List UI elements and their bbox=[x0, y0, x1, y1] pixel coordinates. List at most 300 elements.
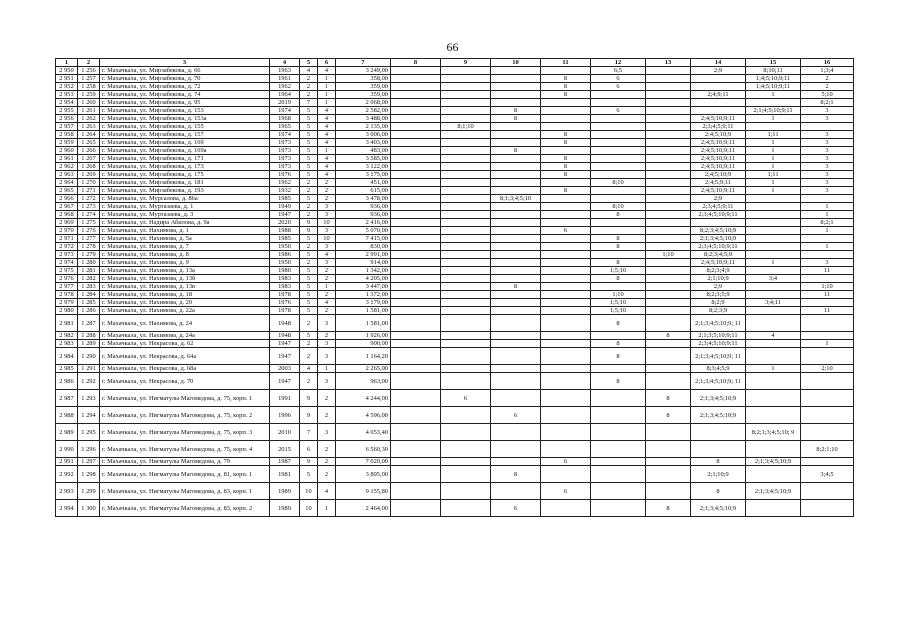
table-cell: 1 275 bbox=[78, 219, 100, 227]
table-cell: 963,00 bbox=[336, 373, 391, 390]
address-cell: г. Махачкала, ул. Мирзабекова, д. 173 bbox=[100, 163, 270, 171]
table-cell bbox=[441, 243, 491, 251]
table-row bbox=[56, 275, 854, 283]
column-header: 8 bbox=[391, 59, 441, 67]
table-cell bbox=[391, 365, 441, 373]
table-cell bbox=[441, 315, 491, 332]
table-cell bbox=[391, 315, 441, 332]
table-cell: 1981 bbox=[270, 466, 300, 483]
table-cell bbox=[441, 187, 491, 195]
table-cell: 2;3;4;5;9;11 bbox=[691, 203, 746, 211]
table-cell bbox=[441, 332, 491, 340]
table-cell bbox=[646, 131, 691, 139]
table-cell: 1 262 bbox=[78, 115, 100, 123]
table-cell: 1 293 bbox=[78, 390, 100, 407]
column-header: 16 bbox=[801, 59, 854, 67]
table-cell: 3 585,00 bbox=[336, 155, 391, 163]
table-cell bbox=[441, 107, 491, 115]
table-row bbox=[56, 373, 854, 390]
table-cell bbox=[801, 390, 854, 407]
table-cell bbox=[391, 348, 441, 365]
table-cell: 2 985 bbox=[56, 365, 78, 373]
table-cell bbox=[746, 99, 801, 107]
address-cell: г. Махачкала, ул. Мирзабекова, д. 70 bbox=[100, 75, 270, 83]
table-cell bbox=[441, 147, 491, 155]
table-cell: 8 bbox=[491, 466, 541, 483]
table-cell: 1 bbox=[318, 147, 336, 155]
table-cell: 1988 bbox=[270, 227, 300, 235]
table-cell bbox=[491, 211, 541, 219]
table-cell bbox=[491, 75, 541, 83]
address-cell: г. Махачкала, ул. Нахимова, д. 13б bbox=[100, 275, 270, 283]
table-cell bbox=[441, 163, 491, 171]
table-cell: 2;4;5;10;9;11 bbox=[691, 147, 746, 155]
table-cell: 1 289 bbox=[78, 340, 100, 348]
table-cell: 2;4;5;10;9;11 bbox=[691, 115, 746, 123]
table-cell: 2 980 bbox=[56, 307, 78, 315]
table-cell bbox=[691, 75, 746, 83]
table-cell bbox=[391, 139, 441, 147]
table-cell: 2;9 bbox=[691, 283, 746, 291]
table-cell bbox=[591, 131, 646, 139]
address-cell: г. Махачкала, ул. Мирзабекова, д. 72 bbox=[100, 83, 270, 91]
table-cell: 1 279 bbox=[78, 251, 100, 259]
table-row bbox=[56, 243, 854, 251]
table-cell bbox=[801, 332, 854, 340]
table-cell: 8 bbox=[591, 315, 646, 332]
table-cell bbox=[746, 373, 801, 390]
table-cell: 4 bbox=[318, 115, 336, 123]
table-cell: 2;1;3;4;5;10;9 bbox=[691, 407, 746, 424]
table-cell: 2;3;4;5;10;9;11 bbox=[691, 340, 746, 348]
table-cell: 8 bbox=[491, 283, 541, 291]
table-body bbox=[56, 67, 854, 517]
table-cell: 1986 bbox=[270, 251, 300, 259]
table-cell: 3 895,00 bbox=[336, 466, 391, 483]
table-cell bbox=[691, 107, 746, 115]
table-cell bbox=[646, 424, 691, 441]
table-cell bbox=[591, 283, 646, 291]
table-cell: 10 bbox=[318, 219, 336, 227]
table-cell bbox=[441, 275, 491, 283]
table-row bbox=[56, 83, 854, 91]
table-cell: 1 bbox=[318, 83, 336, 91]
table-cell bbox=[646, 307, 691, 315]
address-cell: г. Махачкала, ул. Нахимова, д. 1 bbox=[100, 227, 270, 235]
table-cell: 1 257 bbox=[78, 75, 100, 83]
table-cell: 2 961 bbox=[56, 155, 78, 163]
table-cell bbox=[746, 407, 801, 424]
table-cell bbox=[491, 227, 541, 235]
table-cell bbox=[541, 466, 591, 483]
table-cell bbox=[391, 99, 441, 107]
table-cell bbox=[591, 407, 646, 424]
table-cell: 9 155,80 bbox=[336, 483, 391, 500]
address-cell: г. Махачкала, ул. Нигматулы Магомедова, д. 75, корп. 1 bbox=[100, 390, 270, 407]
address-cell: г. Махачкала, ул. Мирзабекова, д. 66 bbox=[100, 67, 270, 75]
table-cell: 2 975 bbox=[56, 267, 78, 275]
table-cell bbox=[391, 227, 441, 235]
column-header: 12 bbox=[591, 59, 646, 67]
address-cell: г. Махачкала, ул. Некрасова, д. 62 bbox=[100, 340, 270, 348]
table-cell bbox=[646, 147, 691, 155]
table-cell: 2;4;5;10;9;11 bbox=[691, 139, 746, 147]
table-cell bbox=[646, 179, 691, 187]
table-cell bbox=[801, 123, 854, 131]
table-cell: 8;10 bbox=[591, 203, 646, 211]
table-cell bbox=[491, 291, 541, 299]
table-cell bbox=[391, 203, 441, 211]
table-cell: 2 bbox=[318, 275, 336, 283]
table-cell bbox=[646, 275, 691, 283]
table-cell: 2;1;3;4;5;10;9 bbox=[691, 390, 746, 407]
address-cell: г. Махачкала, ул. Мирзабекова, д. 169 bbox=[100, 139, 270, 147]
table-cell bbox=[541, 365, 591, 373]
table-cell: 1 292 bbox=[78, 373, 100, 390]
table-cell: 1 276 bbox=[78, 227, 100, 235]
table-cell: 1 bbox=[801, 211, 854, 219]
table-cell: 6 bbox=[441, 390, 491, 407]
table-cell: 4 bbox=[318, 299, 336, 307]
table-cell: 1973 bbox=[270, 163, 300, 171]
table-cell: 1 261 bbox=[78, 107, 100, 115]
table-cell bbox=[391, 441, 441, 458]
table-cell: 1 342,00 bbox=[336, 267, 391, 275]
table-cell: 8 bbox=[541, 163, 591, 171]
table-cell bbox=[491, 275, 541, 283]
table-cell bbox=[746, 219, 801, 227]
table-cell bbox=[746, 235, 801, 243]
table-cell bbox=[491, 99, 541, 107]
table-row bbox=[56, 75, 854, 83]
table-cell bbox=[646, 195, 691, 203]
table-cell bbox=[391, 307, 441, 315]
table-cell: 8 bbox=[491, 107, 541, 115]
table-cell bbox=[491, 123, 541, 131]
table-cell bbox=[441, 299, 491, 307]
table-cell bbox=[646, 171, 691, 179]
table-cell: 11 bbox=[801, 307, 854, 315]
table-cell: 1 bbox=[318, 99, 336, 107]
table-cell: 2 bbox=[318, 466, 336, 483]
table-cell: 6 bbox=[491, 407, 541, 424]
table-cell: 1 278 bbox=[78, 243, 100, 251]
table-cell: 1 280 bbox=[78, 259, 100, 267]
table-cell: 2 987 bbox=[56, 390, 78, 407]
table-cell: 2 992 bbox=[56, 466, 78, 483]
table-cell: 1 bbox=[318, 365, 336, 373]
table-cell: 1 288 bbox=[78, 332, 100, 340]
table-cell: 2 986 bbox=[56, 373, 78, 390]
table-row bbox=[56, 466, 854, 483]
table-cell: 6 bbox=[300, 441, 318, 458]
table-cell bbox=[441, 424, 491, 441]
table-cell: 359,00 bbox=[336, 83, 391, 91]
table-cell: 8 bbox=[591, 275, 646, 283]
table-cell bbox=[441, 407, 491, 424]
table-cell bbox=[391, 483, 441, 500]
column-header: 11 bbox=[541, 59, 591, 67]
table-cell bbox=[646, 83, 691, 91]
table-cell: 2;3;4;5;10;9;11 bbox=[691, 211, 746, 219]
table-cell bbox=[541, 441, 591, 458]
table-cell bbox=[391, 291, 441, 299]
table-cell: 1 269 bbox=[78, 171, 100, 179]
table-cell bbox=[801, 500, 854, 517]
table-cell: 3 006,00 bbox=[336, 131, 391, 139]
table-cell bbox=[591, 483, 646, 500]
housing-registry-table bbox=[55, 58, 854, 517]
table-cell bbox=[441, 155, 491, 163]
table-cell bbox=[391, 67, 441, 75]
table-cell: 1 bbox=[746, 115, 801, 123]
table-cell bbox=[541, 267, 591, 275]
table-row bbox=[56, 407, 854, 424]
table-cell: 1;5;10 bbox=[591, 299, 646, 307]
table-cell bbox=[646, 155, 691, 163]
table-cell bbox=[746, 466, 801, 483]
table-cell: 2 957 bbox=[56, 123, 78, 131]
table-cell: 8 bbox=[591, 340, 646, 348]
table-cell bbox=[441, 203, 491, 211]
table-cell: 8;2;1 bbox=[801, 99, 854, 107]
table-cell: 1948 bbox=[270, 332, 300, 340]
table-cell bbox=[801, 195, 854, 203]
table-cell: 3 bbox=[318, 259, 336, 267]
table-cell: 2 990 bbox=[56, 441, 78, 458]
table-cell bbox=[391, 195, 441, 203]
table-cell bbox=[591, 139, 646, 147]
address-cell: г. Махачкала, ул. Нахимова, д. 13а bbox=[100, 267, 270, 275]
table-cell: 3 bbox=[318, 227, 336, 235]
table-cell: 2 bbox=[318, 332, 336, 340]
table-cell: 483,00 bbox=[336, 147, 391, 155]
table-cell bbox=[491, 299, 541, 307]
table-row bbox=[56, 307, 854, 315]
table-cell: 2 950 bbox=[56, 67, 78, 75]
table-cell: 3 175,00 bbox=[336, 171, 391, 179]
table-cell bbox=[541, 211, 591, 219]
table-cell: 2 956 bbox=[56, 115, 78, 123]
table-cell: 2 068,00 bbox=[336, 99, 391, 107]
table-cell: 358,00 bbox=[336, 75, 391, 83]
address-cell: г. Махачкала, ул. Нигматулы Магомедова, д. 75, корп. 4 bbox=[100, 441, 270, 458]
table-row bbox=[56, 91, 854, 99]
table-cell bbox=[646, 203, 691, 211]
table-cell: 2 973 bbox=[56, 251, 78, 259]
table-cell bbox=[391, 179, 441, 187]
table-cell bbox=[491, 203, 541, 211]
table-cell bbox=[491, 315, 541, 332]
table-cell: 2 994 bbox=[56, 500, 78, 517]
table-cell: 4 244,00 bbox=[336, 390, 391, 407]
table-cell: 5 bbox=[300, 107, 318, 115]
table-cell: 1 285 bbox=[78, 299, 100, 307]
table-cell: 1;4;5;10;9;11 bbox=[746, 83, 801, 91]
table-cell: 936,00 bbox=[336, 211, 391, 219]
table-cell: 3 bbox=[801, 115, 854, 123]
table-cell: 8 bbox=[541, 83, 591, 91]
table-cell: 6 bbox=[591, 83, 646, 91]
table-cell: 11 bbox=[801, 267, 854, 275]
table-cell: 3 bbox=[801, 163, 854, 171]
address-cell: г. Махачкала, ул. Нахимова, д. 24а bbox=[100, 332, 270, 340]
table-cell bbox=[646, 235, 691, 243]
table-cell: 1964 bbox=[270, 91, 300, 99]
table-cell: 1;10 bbox=[801, 283, 854, 291]
table-cell bbox=[391, 155, 441, 163]
table-cell: 4 bbox=[300, 365, 318, 373]
table-cell: 2;9 bbox=[691, 67, 746, 75]
table-cell bbox=[541, 283, 591, 291]
table-cell: 8 bbox=[591, 373, 646, 390]
table-cell: 5 bbox=[300, 332, 318, 340]
column-header: 3 bbox=[100, 59, 270, 67]
address-cell: г. Махачкала, ул. Нигматулы Магомедова, д. 83, корп. 1 bbox=[100, 483, 270, 500]
table-cell bbox=[591, 147, 646, 155]
table-cell: 1;4;5;10;9;11 bbox=[746, 75, 801, 83]
table-cell bbox=[491, 83, 541, 91]
table-cell bbox=[541, 123, 591, 131]
table-cell bbox=[746, 243, 801, 251]
table-cell: 2 960 bbox=[56, 147, 78, 155]
table-cell: 10 bbox=[318, 235, 336, 243]
table-cell bbox=[541, 99, 591, 107]
table-cell: 2 967 bbox=[56, 203, 78, 211]
table-cell: 8 bbox=[541, 171, 591, 179]
table-cell: 1973 bbox=[270, 155, 300, 163]
table-cell: 7 bbox=[300, 424, 318, 441]
table-cell: 1 270 bbox=[78, 179, 100, 187]
table-cell bbox=[391, 458, 441, 466]
table-cell bbox=[541, 115, 591, 123]
table-cell bbox=[491, 259, 541, 267]
table-cell: 4 205,00 bbox=[336, 275, 391, 283]
table-cell: 1 297 bbox=[78, 458, 100, 466]
table-cell: 4 bbox=[746, 332, 801, 340]
table-cell bbox=[591, 500, 646, 517]
table-cell: 1 272 bbox=[78, 195, 100, 203]
table-cell bbox=[391, 107, 441, 115]
table-cell bbox=[391, 147, 441, 155]
table-cell bbox=[691, 99, 746, 107]
table-cell bbox=[491, 243, 541, 251]
table-cell: 8 bbox=[691, 458, 746, 466]
table-cell: 2 bbox=[300, 75, 318, 83]
table-cell: 2 bbox=[300, 211, 318, 219]
table-cell: 1989 bbox=[270, 500, 300, 517]
table-cell bbox=[591, 466, 646, 483]
table-cell: 2 bbox=[318, 307, 336, 315]
table-cell: 2 bbox=[300, 203, 318, 211]
table-cell: 2015 bbox=[270, 441, 300, 458]
header-row bbox=[56, 59, 854, 67]
table-cell: 4 bbox=[318, 483, 336, 500]
table-cell bbox=[491, 219, 541, 227]
table-row bbox=[56, 332, 854, 340]
table-cell: 1 bbox=[801, 227, 854, 235]
table-cell: 1947 bbox=[270, 211, 300, 219]
table-cell: 1;10 bbox=[646, 251, 691, 259]
table-cell bbox=[801, 251, 854, 259]
table-cell: 9 bbox=[300, 407, 318, 424]
table-cell: 3;4 bbox=[746, 275, 801, 283]
table-cell: 2 979 bbox=[56, 299, 78, 307]
table-cell: 2 959 bbox=[56, 139, 78, 147]
table-cell: 4 bbox=[318, 131, 336, 139]
table-cell bbox=[801, 483, 854, 500]
table-cell: 2;4;5;10;9;11 bbox=[691, 259, 746, 267]
table-cell: 2 966 bbox=[56, 195, 78, 203]
table-cell: 2 bbox=[300, 373, 318, 390]
table-cell bbox=[391, 131, 441, 139]
table-cell bbox=[491, 390, 541, 407]
table-cell: 1 bbox=[801, 203, 854, 211]
table-cell: 2 962 bbox=[56, 163, 78, 171]
table-cell: 1 263 bbox=[78, 123, 100, 131]
table-cell: 2 991,00 bbox=[336, 251, 391, 259]
table-cell: 11 bbox=[801, 291, 854, 299]
address-cell: г. Махачкала, ул. Нигматулы Магомедова, д. 83, корп. 2 bbox=[100, 500, 270, 517]
table-cell bbox=[646, 99, 691, 107]
table-cell: 2;10 bbox=[801, 365, 854, 373]
table-cell bbox=[491, 348, 541, 365]
table-cell bbox=[491, 91, 541, 99]
table-cell: 1 164,20 bbox=[336, 348, 391, 365]
table-cell: 1974 bbox=[270, 131, 300, 139]
table-cell: 2;4;5;10;9;11 bbox=[691, 163, 746, 171]
table-cell: 2;4;5;9;11 bbox=[691, 179, 746, 187]
table-cell bbox=[591, 195, 646, 203]
table-cell: 1978 bbox=[270, 291, 300, 299]
table-row bbox=[56, 171, 854, 179]
table-cell: 1 286 bbox=[78, 307, 100, 315]
table-cell: 2;4;9;11 bbox=[691, 91, 746, 99]
table-cell bbox=[441, 458, 491, 466]
table-cell: 2 bbox=[318, 267, 336, 275]
table-cell bbox=[801, 348, 854, 365]
table-cell: 1962 bbox=[270, 179, 300, 187]
table-cell bbox=[541, 348, 591, 365]
table-cell: 3 122,00 bbox=[336, 163, 391, 171]
table-cell: 1 256 bbox=[78, 67, 100, 75]
table-cell: 8 bbox=[491, 147, 541, 155]
table-cell: 1;5;10 bbox=[591, 307, 646, 315]
table-cell bbox=[391, 187, 441, 195]
table-cell bbox=[801, 373, 854, 390]
table-cell: 8;2;3;4;5;10;9 bbox=[691, 227, 746, 235]
table-cell bbox=[391, 340, 441, 348]
table-cell bbox=[491, 267, 541, 275]
table-cell bbox=[441, 267, 491, 275]
table-cell: 2 bbox=[300, 187, 318, 195]
table-cell bbox=[441, 251, 491, 259]
table-cell bbox=[591, 332, 646, 340]
table-cell: 3 bbox=[801, 179, 854, 187]
table-cell: 3 bbox=[801, 171, 854, 179]
address-cell: г. Махачкала, ул. Нахимова, д. 18 bbox=[100, 291, 270, 299]
table-row bbox=[56, 195, 854, 203]
address-cell: г. Махачкала, ул. Мирзабекова, д. 175 bbox=[100, 171, 270, 179]
table-cell: 1976 bbox=[270, 171, 300, 179]
table-cell: 4 bbox=[318, 171, 336, 179]
table-cell: 1 299 bbox=[78, 483, 100, 500]
table-cell bbox=[646, 107, 691, 115]
table-cell: 1961 bbox=[270, 75, 300, 83]
table-cell: 2 416,00 bbox=[336, 219, 391, 227]
table-cell bbox=[391, 219, 441, 227]
table-row bbox=[56, 227, 854, 235]
